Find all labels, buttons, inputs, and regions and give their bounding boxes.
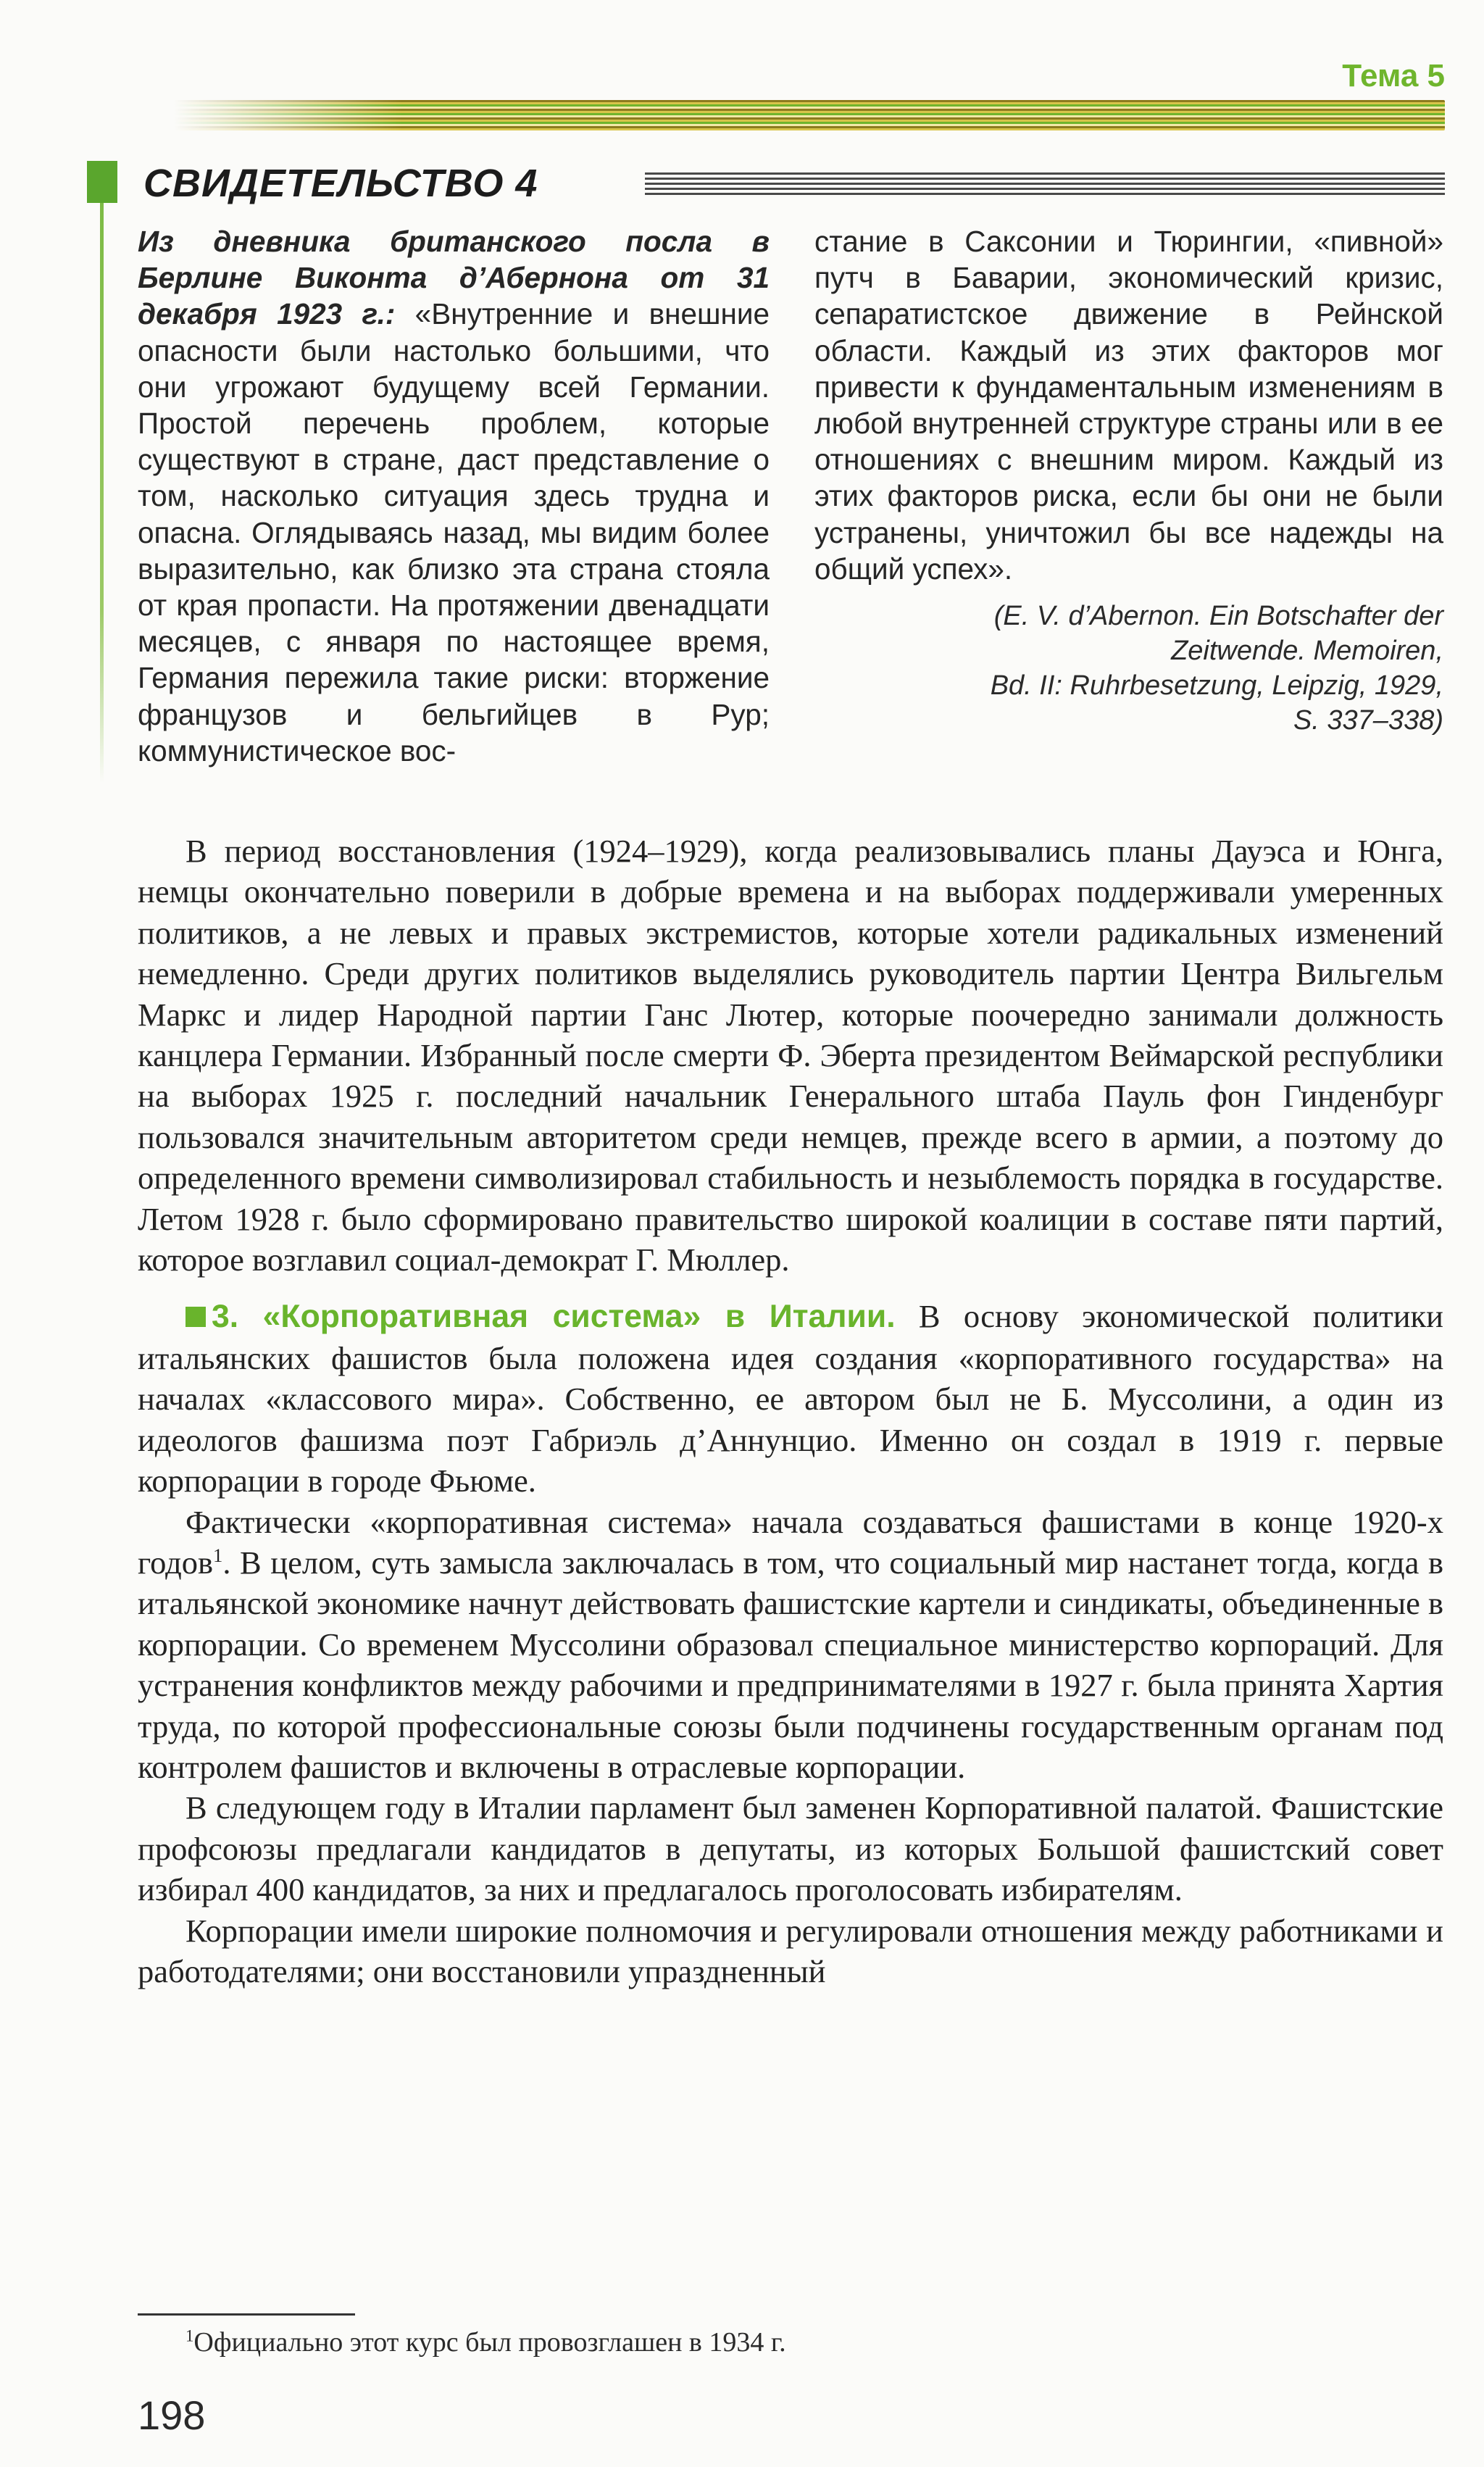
citation-line: (E. V. d’Abernon. Ein Botschafter der — [993, 601, 1443, 632]
paragraph-corporate-system — [138, 1502, 1443, 1788]
main-text — [138, 831, 1443, 1992]
theme-label: Тема 5 — [1342, 58, 1445, 93]
evidence-quote-right: стание в Саксонии и Тюрингии, «пивной» путч в Баварии, экономический кризис, сепаратистское движение в Рейнской области. Каждый из этих факторов мог привести к фундаментальным изменениям в любой внутренней структуре страны или в ее отношениях с внешним миром. Каждый из этих факторов риска, если бы они не были устранены, уничтожил бы все надежды на общий успех». — [814, 225, 1443, 586]
footnote-marker: 1 — [186, 2326, 194, 2345]
citation-line: S. 337–338) — [1293, 705, 1443, 736]
evidence-left-column — [138, 223, 770, 769]
evidence-marker — [87, 161, 117, 203]
evidence-right-column — [814, 223, 1443, 738]
paragraph-corporations: Корпорации имели широкие полномочия и регулировали отношения между работниками и работодателями; они восстановили упраздненный — [138, 1912, 1443, 1989]
paragraph-corporate-intro — [138, 1296, 1443, 1501]
paragraph-parliament: В следующем году в Италии парламент был заменен Корпоративной палатой. Фашистские профсоюзы предлагали кандидатов в депутаты, из которых Большой фашистский совет избирал 400 кандидатов, за них и предлагалось проголосовать избирателям. — [138, 1789, 1443, 1908]
footnote-reference: 1 — [213, 1544, 223, 1567]
evidence-quote-left: «Внутренние и внешние опасности были настолько большими, что они угрожают будущему всей Германии. Простой перечень проблем, которые существуют в стране, даст представление о том, насколько ситуация здесь трудна и опасна. Оглядываясь назад, мы видим более выразительно, как близко эта страна стояла от края пропасти. На протяжении двенадцати месяцев, с января по настоящее время, Германия пережила такие риски: вторжение французов и бельгийцев в Рур; коммунистическое вос- — [138, 297, 770, 767]
paragraph-text: Фактически «корпоративная система» начала создаваться фашистами в конце 1920-х годов — [138, 1503, 1443, 1581]
evidence-sidebar-line — [100, 203, 104, 783]
section-marker-icon — [186, 1307, 206, 1327]
paragraph-weimar: В период восстановления (1924–1929), когда реализовывались планы Дауэса и Юнга, немцы окончательно поверили в добрые времена и на выборах поддерживали умеренных политиков, а не левых и правых экстремистов, которые хотели радикальных изменений немедленно. Среди других политиков выделялись руководитель партии Центра Вильгельм Маркс и лидер Народной партии Ганс Лютер, которые поочередно занимали должность канцлера Германии. Избранный после смерти Ф. Эберта президентом Веймарской республики на выборах 1925 г. последний начальник Генерального штаба Пауль фон Гинденбург пользовался значительным авторитетом среди немцев, прежде всего в армии, а поэтому до определенного времени символизировал стабильность и незыблемость порядка в государстве. Летом 1928 г. было сформировано правительство широкой коалиции в составе пяти партий, которое возглавил социал-демократ Г. Мюллер. — [138, 833, 1443, 1278]
citation-line: Bd. II: Ruhrbesetzung, Leipzig, 1929, — [990, 670, 1443, 702]
evidence-citation — [814, 599, 1443, 738]
header-decorative-band — [174, 100, 1445, 130]
footnote — [186, 2325, 786, 2360]
evidence-intro: Из дневника британского посла в Берлине Виконта д’Абернона от 31 декабря 1923 г.: — [138, 225, 770, 331]
page-number: 198 — [138, 2392, 206, 2438]
heading-rule — [645, 172, 1445, 197]
section-title: 3. «Корпоративная система» в Италии. — [212, 1299, 896, 1335]
evidence-heading: СВИДЕТЕЛЬСТВО 4 — [143, 162, 538, 205]
footnote-text: Официально этот курс был провозглашен в 1934 г. — [193, 2327, 786, 2358]
section-intro-text: В основу экономической политики итальянских фашистов была положена идея создания «корпоративного государства» на началах «классового мира». Собственно, ее автором был не Б. Муссолини, а один из идеологов фашизма поэт Габриэль д’Аннунцио. Именно он создал в 1919 г. первые корпорации в городе Фьюме. — [138, 1298, 1443, 1499]
paragraph-text: . В целом, суть замысла заключалась в том, что социальный мир настанет тогда, когда в итальянской экономике начнут действовать фашистские картели и синдикаты, объединенные в корпорации. Со временем Муссолини образовал специальное министерство корпораций. Для устранения конфликтов между рабочими и предпринимателями в 1927 г. была принята Хартия труда, по которой профессиональные союзы были подчинены государственным органам под контролем фашистов и включены в отраслевые корпорации. — [138, 1544, 1443, 1785]
citation-line: Zeitwende. Memoiren, — [1171, 636, 1443, 667]
evidence-text-left — [138, 223, 770, 769]
section-heading — [186, 1299, 896, 1334]
footnote-divider — [138, 2313, 355, 2316]
